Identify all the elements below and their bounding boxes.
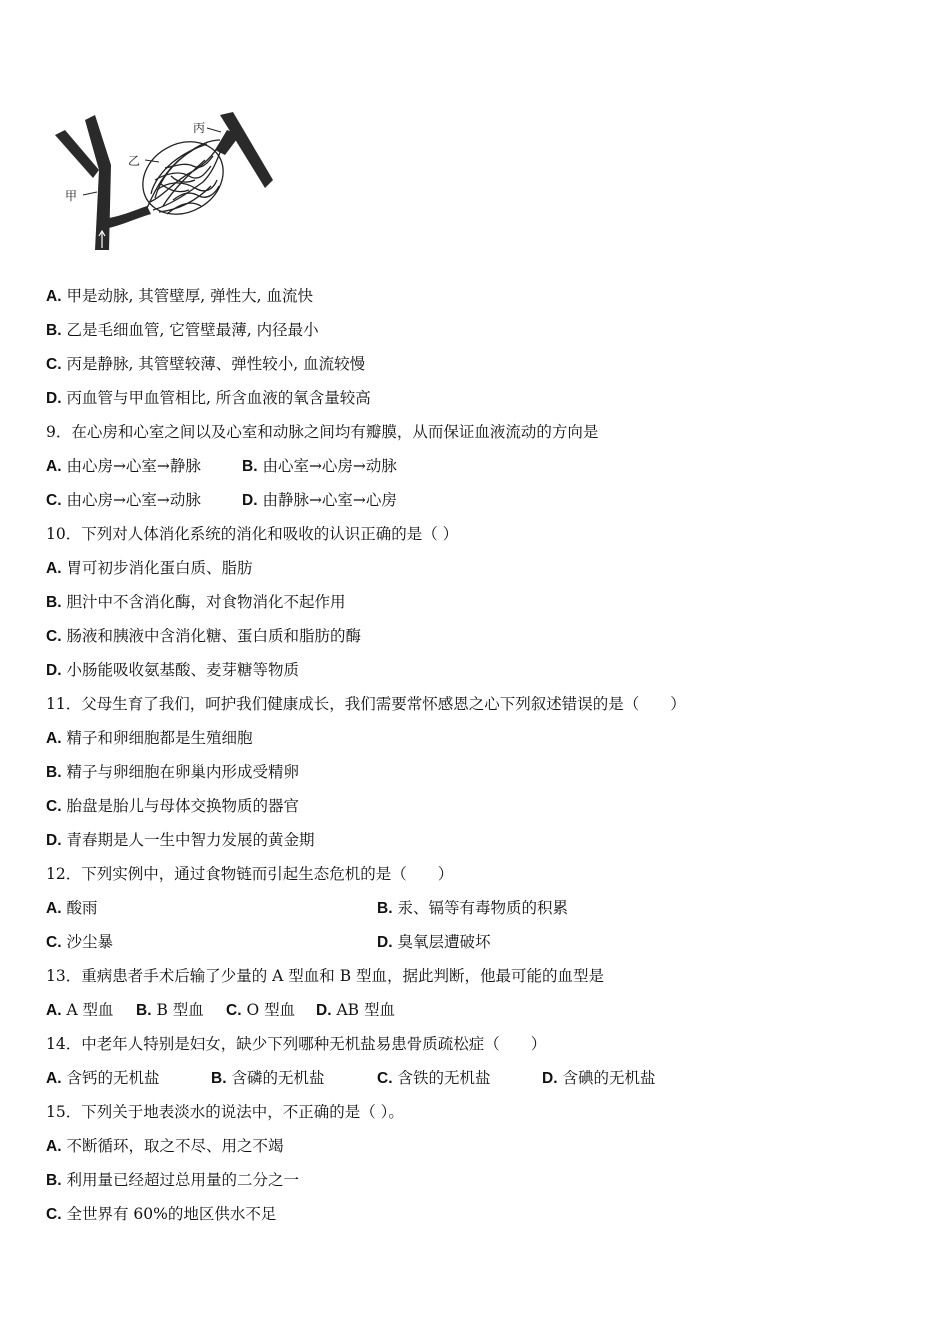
- vessel-jia: [85, 115, 111, 250]
- q9-option-d: D. 由静脉→心室→心房: [242, 491, 397, 509]
- q8-option-c: C. 丙是静脉, 其管壁较薄、弹性较小, 血流较慢: [46, 355, 366, 373]
- q9-option-a: A. 由心房→心室→静脉: [46, 457, 201, 475]
- q10-option-c: C. 肠液和胰液中含消化糖、蛋白质和脂肪的酶: [46, 627, 361, 645]
- q11-option-d: D. 青春期是人一生中智力发展的黄金期: [46, 831, 315, 849]
- q15-option-a: A. 不断循环，取之不尽、用之不竭: [46, 1137, 284, 1155]
- q14-option-c: C. 含铁的无机盐: [377, 1069, 491, 1087]
- q14-option-a: A. 含钙的无机盐: [46, 1069, 160, 1087]
- figure-label-jia: 甲: [65, 189, 78, 203]
- q8-option-b: B. 乙是毛细血管, 它管壁最薄, 内径最小: [46, 321, 319, 339]
- q13-option-c: C. O 型血: [226, 1001, 296, 1019]
- q13-option-d: D. AB 型血: [316, 1001, 395, 1019]
- q15-option-b: B. 利用量已经超过总用量的二分之一: [46, 1171, 299, 1189]
- vessel-bing-join: [215, 130, 240, 155]
- q9-option-c: C. 由心房→心室→动脉: [46, 491, 201, 509]
- q15-option-c: C. 全世界有 60%的地区供水不足: [46, 1205, 277, 1223]
- q10-option-b: B. 胆汁中不含消化酶，对食物消化不起作用: [46, 593, 346, 611]
- q9-stem: 9．在心房和心室之间以及心室和动脉之间均有瓣膜，从而保证血液流动的方向是: [46, 423, 599, 441]
- q14-option-d: D. 含碘的无机盐: [542, 1069, 656, 1087]
- q8-option-d: D. 丙血管与甲血管相比, 所含血液的氧含量较高: [46, 389, 371, 407]
- label-line-jia: [83, 192, 97, 195]
- q10-stem: 10．下列对人体消化系统的消化和吸收的认识正确的是（ ）: [46, 525, 459, 543]
- blood-vessel-diagram: [55, 110, 277, 250]
- q11-stem: 11．父母生育了我们，呵护我们健康成长，我们需要常怀感恩之心下列叙述错误的是（ ）: [46, 695, 686, 713]
- q13-option-a: A. A 型血: [46, 1001, 114, 1019]
- vessel-connector: [109, 206, 151, 228]
- q14-stem: 14．中老年人特别是妇女，缺少下列哪种无机盐易患骨质疏松症（ ）: [46, 1035, 547, 1053]
- q13-stem: 13．重病患者手术后输了少量的 A 型血和 B 型血，据此判断，他最可能的血型是: [46, 967, 605, 985]
- q12-option-b: B. 汞、镉等有毒物质的积累: [377, 899, 568, 917]
- figure-label-yi: 乙: [128, 154, 141, 168]
- q12-option-c: C. 沙尘暴: [46, 933, 113, 951]
- q13-option-b: B. B 型血: [136, 1001, 204, 1019]
- q12-option-a: A. 酸雨: [46, 899, 98, 917]
- q10-option-d: D. 小肠能吸收氨基酸、麦芽糖等物质: [46, 661, 299, 679]
- label-line-bing: [207, 128, 221, 132]
- blood-vessel-figure: [55, 110, 277, 250]
- q12-stem: 12．下列实例中，通过食物链而引起生态危机的是（ ）: [46, 865, 454, 883]
- q15-stem: 15．下列关于地表淡水的说法中，不正确的是（ ）。: [46, 1103, 404, 1121]
- q14-option-b: B. 含磷的无机盐: [211, 1069, 325, 1087]
- q11-option-c: C. 胎盘是胎儿与母体交换物质的器官: [46, 797, 299, 815]
- q8-option-a: A. 甲是动脉, 其管壁厚, 弹性大, 血流快: [46, 287, 314, 305]
- q11-option-b: B. 精子与卵细胞在卵巢内形成受精卵: [46, 763, 299, 781]
- q11-option-a: A. 精子和卵细胞都是生殖细胞: [46, 729, 253, 747]
- figure-label-bing: 丙: [193, 121, 206, 135]
- q12-option-d: D. 臭氧层遭破坏: [377, 933, 491, 951]
- q10-option-a: A. 胃可初步消化蛋白质、脂肪: [46, 559, 253, 577]
- q9-option-b: B. 由心室→心房→动脉: [242, 457, 397, 475]
